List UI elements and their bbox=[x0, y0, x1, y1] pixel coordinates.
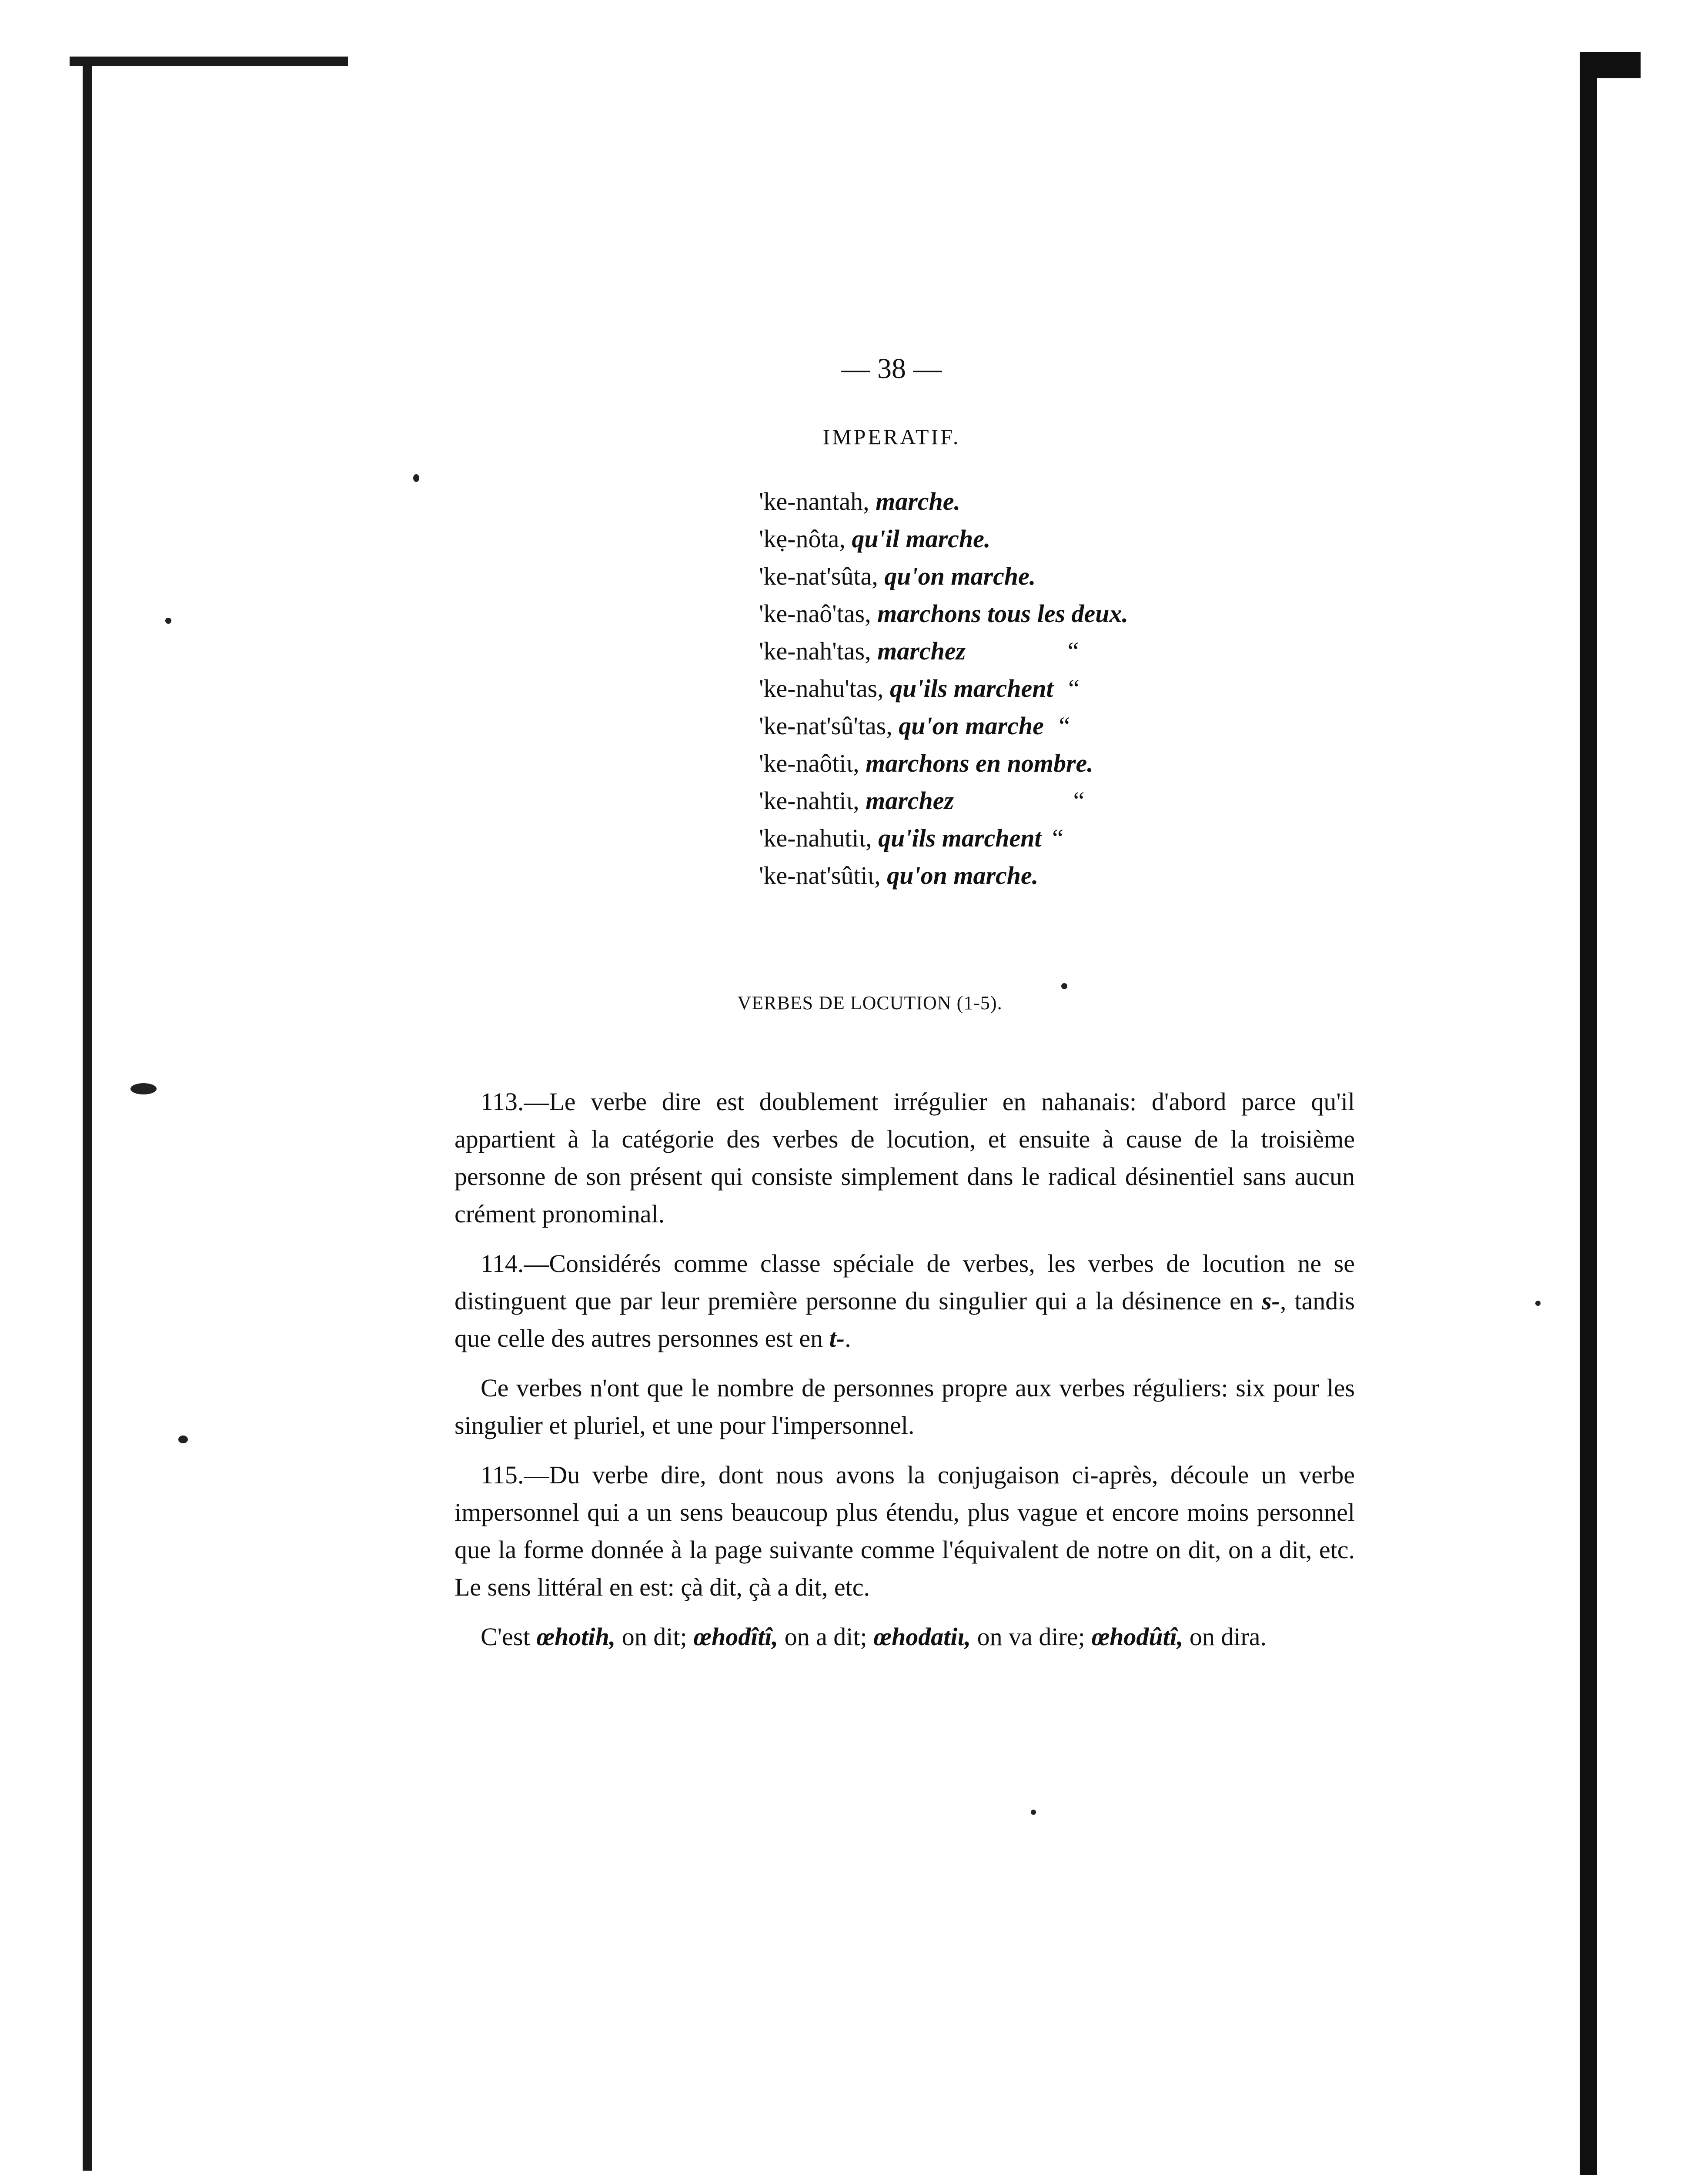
example-intro: C'est bbox=[481, 1623, 537, 1651]
list-item bbox=[759, 857, 1411, 894]
paragraph-114-text: 114.—Considérés comme classe spéciale de verbes, les verbes de locution ne se distinguent que par leur première personne du singulier qui a la désinence en bbox=[455, 1249, 1355, 1315]
verb-form: 'ke-nahutiɩ, bbox=[759, 824, 872, 852]
list-item bbox=[759, 632, 1411, 670]
example-gloss: on dira. bbox=[1183, 1623, 1267, 1651]
scan-speck bbox=[1535, 1301, 1541, 1306]
verb-gloss: qu'on marche bbox=[899, 712, 1044, 740]
example-term: œhodûtî, bbox=[1091, 1623, 1183, 1651]
verb-form: 'ke-nat'sû'tas, bbox=[759, 712, 892, 740]
verb-form: 'ke-nat'sûtiɩ, bbox=[759, 861, 881, 890]
verb-gloss: qu'ils marchent bbox=[890, 674, 1053, 703]
scan-border-left bbox=[83, 57, 92, 2171]
verb-form: 'ke-naôtiɩ, bbox=[759, 749, 859, 777]
example-gloss: on a dit; bbox=[778, 1623, 874, 1651]
list-item bbox=[759, 595, 1411, 632]
ditto-mark: “ bbox=[1052, 824, 1063, 852]
section-title: IMPERATIF. bbox=[822, 425, 961, 449]
scan-speck bbox=[165, 618, 171, 624]
verb-form: 'ke-nat'sûta, bbox=[759, 562, 878, 590]
verb-form: 'ke-nahu'tas, bbox=[759, 674, 884, 703]
scan-border-right bbox=[1580, 57, 1597, 2175]
paragraph-114-text: , tandis que celle des autres personnes est en bbox=[455, 1287, 1355, 1352]
list-item bbox=[759, 820, 1411, 857]
verb-form: 'ke-nantah, bbox=[759, 487, 869, 515]
suffix-s: s- bbox=[1261, 1287, 1280, 1315]
ditto-mark: “ bbox=[1067, 637, 1079, 665]
verb-form: 'ke-nah'tas, bbox=[759, 637, 871, 665]
subheading-verbes-de-locution: VERBES DE LOCUTION (1-5). bbox=[737, 992, 1003, 1014]
ditto-mark: “ bbox=[1068, 674, 1080, 703]
example-gloss: on va dire; bbox=[971, 1623, 1092, 1651]
verb-gloss: qu'on marche. bbox=[887, 861, 1039, 890]
paragraph-examples bbox=[455, 1618, 1355, 1656]
scan-speck bbox=[1031, 1810, 1036, 1815]
suffix-t: t- bbox=[829, 1324, 845, 1352]
imperatif-list bbox=[759, 483, 1411, 894]
paragraph-113: 113.—Le verbe dire est doublement irrégulier en nahanais: d'abord parce qu'il appartient à la catégorie des verbes de locution, et ensuite à cause de la troisième personne de son présent qui consiste simplement dans le radical désinentiel sans aucun crément pronominal. bbox=[455, 1088, 1355, 1228]
verb-gloss: marchez bbox=[877, 637, 966, 665]
body-text bbox=[455, 1083, 1355, 1668]
ditto-mark: “ bbox=[1073, 786, 1085, 815]
ditto-mark: “ bbox=[1059, 712, 1070, 740]
scan-speck bbox=[1061, 983, 1067, 989]
example-term: œhodîtî, bbox=[693, 1623, 779, 1651]
page-number: — 38 — bbox=[841, 353, 942, 385]
paragraph-114 bbox=[455, 1245, 1355, 1357]
verb-gloss: qu'ils marchent bbox=[878, 824, 1042, 852]
list-item bbox=[759, 745, 1411, 782]
verb-form: 'ke-nahtiɩ, bbox=[759, 786, 859, 815]
scan-speck bbox=[130, 1083, 157, 1094]
verb-gloss: marchons tous les deux. bbox=[877, 599, 1129, 628]
example-term: œhotih, bbox=[536, 1623, 616, 1651]
list-item bbox=[759, 670, 1411, 707]
verb-gloss: qu'on marche. bbox=[884, 562, 1036, 590]
verb-gloss: marche. bbox=[876, 487, 961, 515]
verb-gloss: qu'il marche. bbox=[852, 525, 991, 553]
verb-form: 'kẹ-nôta, bbox=[759, 525, 846, 553]
list-item bbox=[759, 782, 1411, 820]
scan-speck bbox=[413, 474, 419, 482]
paragraph-114-text: . bbox=[845, 1324, 851, 1352]
verb-form: 'ke-naô'tas, bbox=[759, 599, 871, 628]
scan-border-top-left bbox=[70, 57, 348, 66]
list-item bbox=[759, 483, 1411, 520]
paragraph-114-continued: Ce verbes n'ont que le nombre de personnes propre aux verbes réguliers: six pour les singulier et pluriel, et une pour l'impersonnel. bbox=[455, 1374, 1355, 1439]
list-item bbox=[759, 707, 1411, 745]
list-item bbox=[759, 558, 1411, 595]
scan-speck bbox=[178, 1436, 188, 1443]
example-gloss: on dit; bbox=[615, 1623, 694, 1651]
verb-gloss: marchez bbox=[866, 786, 954, 815]
list-item bbox=[759, 520, 1411, 558]
example-term: œhodatiɩ, bbox=[873, 1623, 971, 1651]
paragraph-115: 115.—Du verbe dire, dont nous avons la conjugaison ci-après, découle un verbe impersonnel qui a un sens beaucoup plus étendu, plus vague et encore moins personnel que la forme donnée à la page suivante comme l'équivalent de notre on dit, on a dit, etc. Le sens littéral en est: çà dit, çà a dit, etc. bbox=[455, 1461, 1355, 1601]
verb-gloss: marchons en nombre. bbox=[866, 749, 1093, 777]
